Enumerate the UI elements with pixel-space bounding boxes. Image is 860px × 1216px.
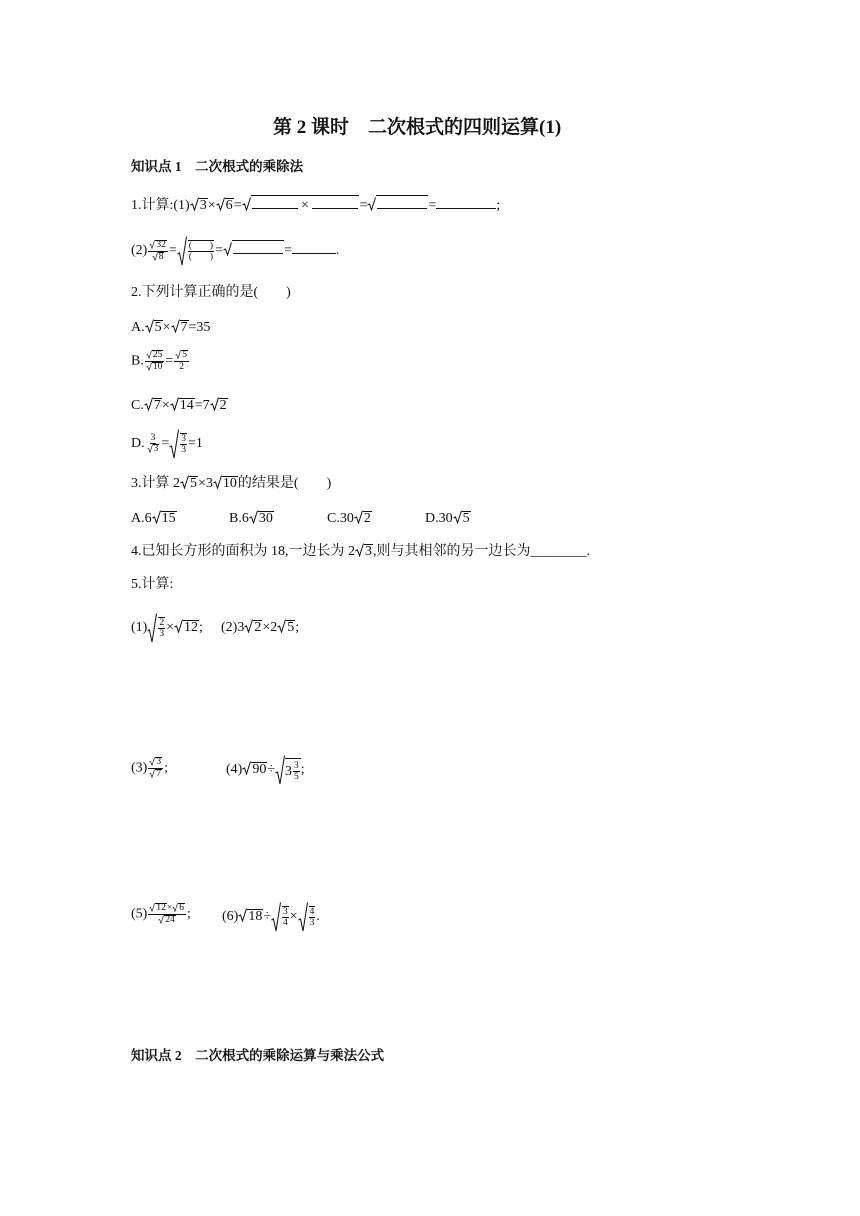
fraction: $\frac{3}{5}$	[294, 760, 299, 782]
answer-blank[interactable]	[312, 196, 358, 209]
answer-blank[interactable]	[252, 196, 298, 209]
answer-blank[interactable]	[292, 241, 336, 254]
question-5-stem: 5.计算:	[131, 577, 174, 592]
question-3-stem: 3.计算 2 5×3 10的结果是( )	[131, 476, 332, 491]
radical-icon	[355, 543, 364, 557]
radical-icon	[170, 397, 179, 411]
answer-blank[interactable]	[233, 241, 283, 254]
page-title: 第 2 课时 二次根式的四则运算(1)	[273, 117, 562, 138]
radical-icon	[210, 397, 219, 411]
radical-icon	[180, 475, 189, 489]
fraction: $\frac{5}{2}$	[174, 350, 189, 372]
fraction-blank[interactable]: $\frac{( )}{( )}$	[188, 240, 214, 262]
fraction: $\frac{25}{10}$	[145, 350, 165, 373]
question-3-option-a[interactable]: A.6 15	[131, 511, 176, 526]
question-5-part-4: (4) 90÷ 3 $\frac{3}{5}$ ;	[226, 755, 305, 785]
answer-blank[interactable]	[377, 196, 427, 209]
fraction: $\frac{4}{3}$	[309, 906, 315, 928]
question-5-part-5: (5) $\frac{12\times 6}{24}$ ;	[131, 903, 191, 925]
radical-icon	[271, 902, 281, 932]
question-2-stem: 2.下列计算正确的是( )	[131, 285, 291, 300]
fraction: $\frac{3}{3}$	[146, 433, 161, 455]
radical-icon	[147, 613, 157, 643]
question-2-option-a[interactable]: A. 5× 7=35	[131, 320, 211, 335]
knowledge-point-2-heading: 知识点 2 二次根式的乘除运算与乘法公式	[131, 1048, 385, 1063]
radical-icon	[174, 619, 183, 633]
fraction: $\frac{3}{3}$	[181, 433, 187, 455]
answer-blank[interactable]	[436, 196, 496, 209]
fraction: $\frac{12\times 6}{24}$	[148, 903, 186, 926]
radical-icon	[298, 902, 308, 932]
knowledge-point-1-heading: 知识点 1 二次根式的乘除法	[131, 159, 304, 174]
question-2-option-c[interactable]: C. 7× 14=7 2	[131, 398, 227, 413]
question-1-part-2: (2) $\frac{32}{8}$ = $\frac{( )}{( )}$ = = .	[131, 236, 339, 266]
radical-icon	[275, 755, 285, 785]
radical-icon	[453, 510, 462, 524]
radical-icon	[244, 619, 253, 633]
question-5-part-1: (1) $\frac{2}{3}$ × 12;	[131, 613, 203, 643]
radical-icon	[213, 475, 222, 489]
radical-icon	[216, 197, 225, 211]
radical-icon	[152, 510, 161, 524]
radical-icon	[242, 197, 251, 211]
radical-icon	[354, 510, 363, 524]
radical-icon	[277, 619, 286, 633]
fraction: $\frac{32}{8}$	[148, 240, 168, 263]
radical-icon	[190, 197, 199, 211]
question-5-part-2: (2)3 2×2 5;	[221, 620, 300, 635]
radical-icon	[249, 510, 258, 524]
radical-icon	[242, 761, 251, 775]
radical-icon	[169, 429, 179, 459]
fraction: $\frac{3}{7}$	[148, 757, 163, 780]
question-2-option-b[interactable]: B. $\frac{25}{10}$ = $\frac{5}{2}$	[131, 350, 187, 373]
fraction: $\frac{2}{3}$	[159, 617, 165, 639]
question-5-part-6: (6) 18÷ $\frac{3}{4}$ × $\frac{4}{3}$ .	[222, 902, 320, 932]
radical-icon	[238, 908, 247, 922]
radical-icon	[171, 319, 180, 333]
radical-icon	[145, 319, 154, 333]
question-3-option-d[interactable]: D.30 5	[425, 511, 470, 526]
question-4-stem: 4.已知长方形的面积为 18,一边长为 2 3,则与其相邻的另一边长为________.	[131, 544, 590, 559]
question-5-part-3: (3) $\frac{3}{7}$ ;	[131, 757, 168, 779]
radical-icon	[177, 236, 187, 266]
question-3-option-c[interactable]: C.30 2	[327, 511, 371, 526]
question-3-option-b[interactable]: B.6 30	[229, 511, 273, 526]
question-2-option-d[interactable]: D. $\frac{3}{3}$ = $\frac{3}{3}$ =1	[131, 429, 203, 459]
radical-icon	[144, 397, 153, 411]
radical-icon	[223, 242, 232, 256]
fraction: $\frac{3}{4}$	[283, 906, 288, 928]
question-1-part-1: 1.计算:(1) 3× 6= × = = ;	[131, 195, 500, 214]
radical-icon	[367, 197, 376, 211]
